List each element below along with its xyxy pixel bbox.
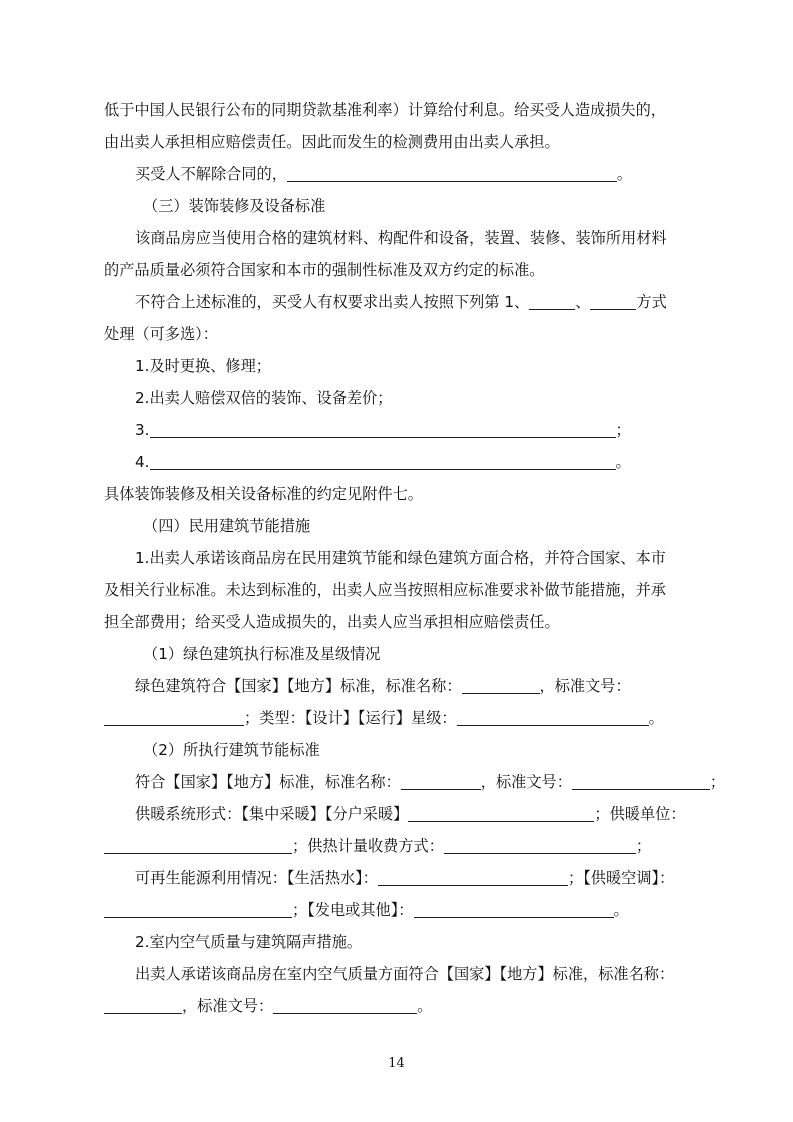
page-number: 14 (388, 1056, 405, 1071)
list-item: 2.出卖人赔偿双倍的装饰、设备差价； (135, 389, 393, 407)
list-item: 4. 。 (135, 453, 631, 471)
text-line: 该商品房应当使用合格的建筑材料、构配件和设备，装置、装修、装饰所用材料 (135, 229, 667, 247)
fill-blank[interactable] (104, 836, 292, 854)
text-line: ；供热计量收费方式： ； (104, 834, 704, 858)
fill-blank[interactable] (457, 708, 649, 726)
fill-blank[interactable] (273, 996, 417, 1014)
text-line: 具体装饰装修及相关设备标准的约定见附件七。 (104, 485, 423, 503)
text-line: 2.室内空气质量与建筑隔声措施。 (135, 933, 363, 951)
text-line: ；【发电或其他】： 。 (104, 898, 704, 922)
text-line: 1.出卖人承诺该商品房在民用建筑节能和绿色建筑方面合格，并符合国家、本市 (135, 549, 666, 567)
text-line: 绿色建筑符合【国家】【地方】标准，标准名称： ，标准文号： (135, 677, 631, 695)
text-line: ，标准文号： 。 (104, 994, 704, 1018)
list-item: 1.及时更换、修理； (135, 357, 271, 375)
text-line: 担全部费用；给买受人造成损失的，出卖人应当承担相应赔偿责任。 (104, 613, 560, 631)
section-heading: （四）民用建筑节能措施 (143, 517, 311, 535)
text-line: 处理（可多选）： (104, 325, 218, 343)
fill-blank[interactable] (572, 772, 710, 790)
fill-blank[interactable] (150, 452, 616, 470)
text-line: 符合【国家】【地方】标准，标准名称： ，标准文号： ； (135, 773, 726, 791)
text-line: 不符合上述标准的，买受人有权要求出卖人按照下列第 1、 、 方式 (135, 293, 667, 311)
subsection-heading: （2）所执行建筑节能标准 (143, 741, 320, 759)
text-line: 供暖系统形式：【集中采暖】【分户采暖】 ；供暖单位： (135, 805, 686, 823)
fill-blank[interactable] (287, 164, 617, 182)
fill-blank[interactable] (414, 900, 614, 918)
section-heading: （三）装饰装修及设备标准 (143, 197, 326, 215)
text-line: 由出卖人承担相应赔偿责任。因此而发生的检测费用由出卖人承担。 (104, 133, 560, 151)
text-line: 买受人不解除合同的， 。 (135, 165, 633, 183)
subsection-heading: （1）绿色建筑执行标准及星级情况 (143, 645, 381, 663)
fill-blank[interactable] (150, 420, 616, 438)
text-line: ；类型：【设计】【运行】星级： 。 (104, 706, 704, 730)
fill-blank[interactable] (104, 900, 292, 918)
text-line: 的产品质量必须符合国家和本市的强制性标准及双方约定的标准。 (104, 261, 545, 279)
fill-blank[interactable] (444, 836, 636, 854)
fill-blank[interactable] (408, 804, 594, 822)
text-line: 及相关行业标准。未达到标准的，出卖人应当按照相应标准要求补做节能措施，并承 (104, 581, 666, 599)
fill-blank[interactable] (104, 708, 244, 726)
text-line: 出卖人承诺该商品房在室内空气质量方面符合【国家】【地方】标准，标准名称： (135, 965, 675, 983)
fill-blank[interactable] (104, 996, 182, 1014)
fill-blank[interactable] (590, 292, 636, 310)
text-line: 可再生能源利用情况：【生活热水】： ；【供暖空调】： (135, 869, 675, 887)
fill-blank[interactable] (462, 676, 540, 694)
fill-blank[interactable] (378, 868, 568, 886)
text-line: 低于中国人民银行公布的同期贷款基准利率）计算给付利息。给买受人造成损失的， (104, 101, 666, 119)
fill-blank[interactable] (401, 772, 481, 790)
fill-blank[interactable] (529, 292, 575, 310)
list-item: 3. ； (135, 421, 631, 439)
